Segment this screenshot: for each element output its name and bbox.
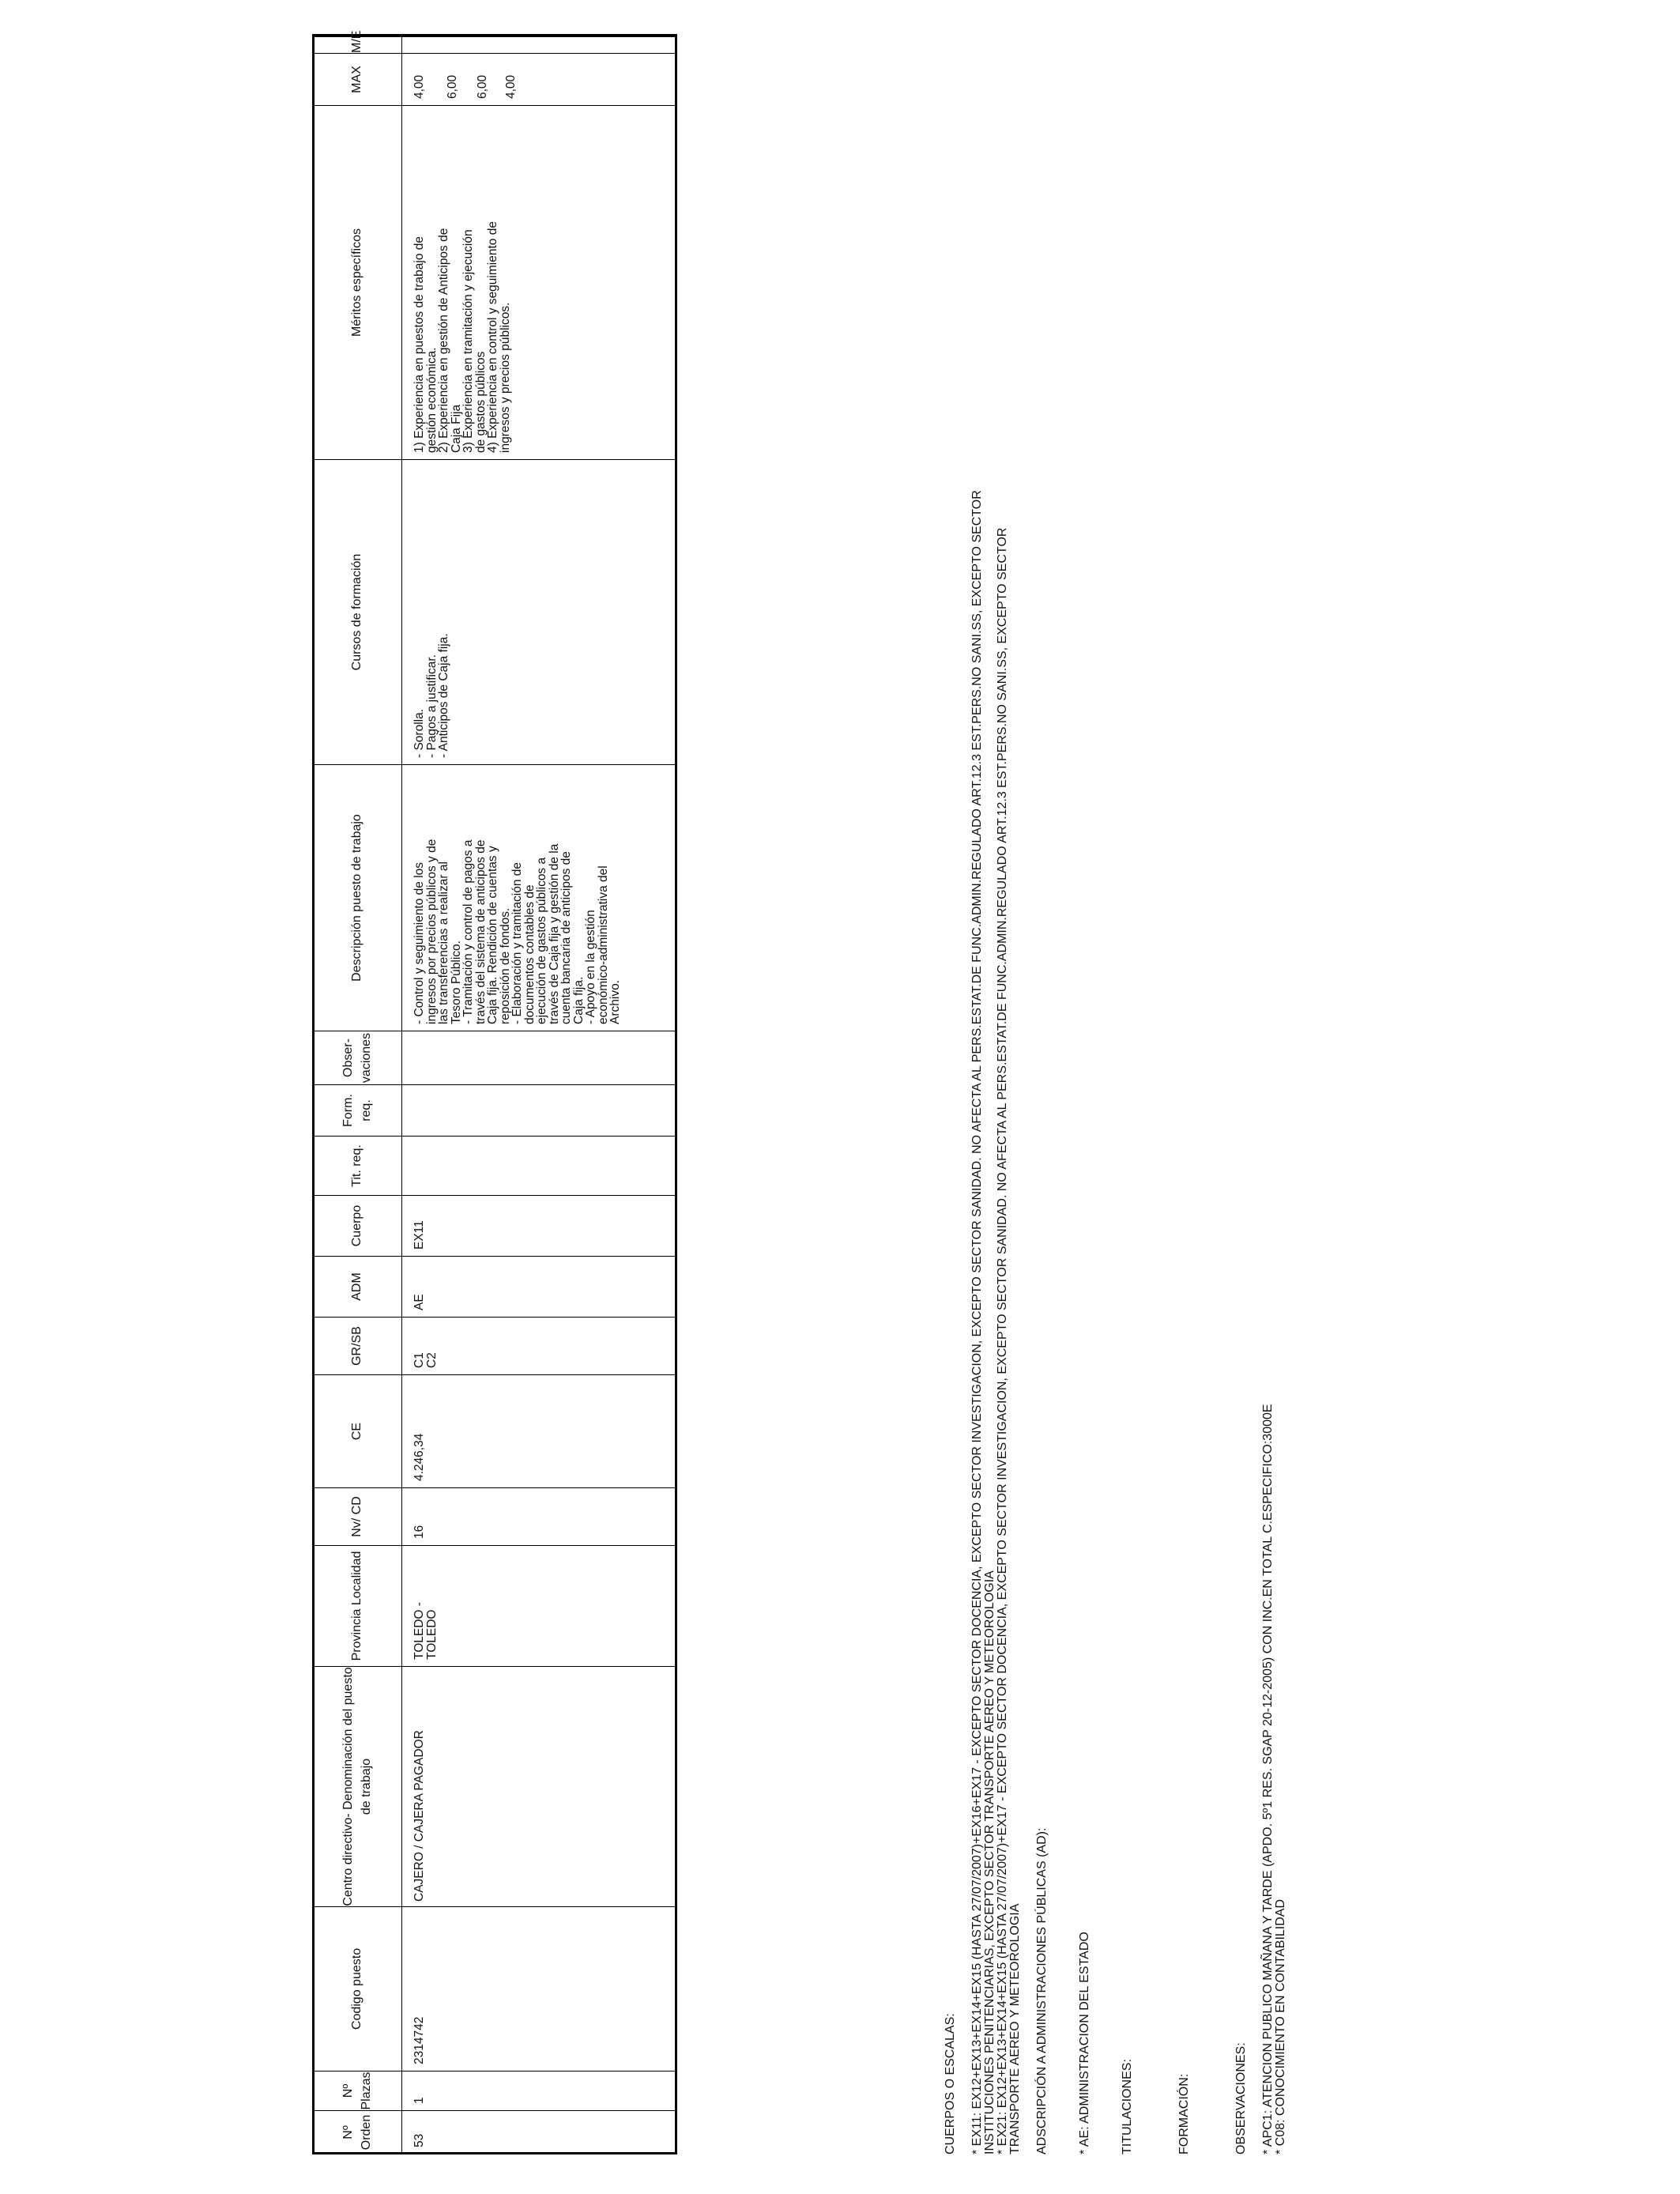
- cell-me: [402, 35, 677, 54]
- header-plazas: Nº Plazas: [313, 2071, 402, 2111]
- cell-max: [402, 54, 677, 106]
- meritos-line: 3) Experiencia en tramitación y ejecución: [461, 229, 475, 453]
- header-centro: Centro directivo- Denominación del puesto de trabajo: [313, 1667, 402, 1907]
- cell-grupo: [402, 1318, 677, 1375]
- header-ce: CE: [313, 1375, 402, 1488]
- descripcion-line: - Apoyo en la gestión: [584, 910, 597, 1024]
- cell-plazas: 1: [402, 2071, 677, 2111]
- cell-adm: AE: [402, 1257, 677, 1318]
- descripcion-line: Tesoro Público.: [449, 941, 463, 1024]
- cursos-line: - Sorolla.: [412, 708, 426, 758]
- header-meritos: Méritos específicos: [313, 106, 402, 460]
- cursos-line: - Pagos a justificar.: [424, 654, 439, 758]
- descripcion-line: cuenta bancaria de anticipos de: [559, 851, 573, 1024]
- max-value: 6,00: [446, 74, 459, 99]
- header-adm: ADM: [313, 1257, 402, 1318]
- header-nivel: Nv/ CD: [313, 1488, 402, 1546]
- descripcion-line: Caja fija.: [571, 976, 586, 1024]
- cell-centro: CAJERO / CAJERA PAGADOR: [402, 1667, 677, 1907]
- cell-observaciones: [402, 1031, 677, 1085]
- cell-descripcion: [402, 765, 677, 1031]
- notes-section: [944, 52, 1287, 2154]
- descripcion-line: reposición de fondos.: [498, 907, 512, 1024]
- descripcion-line: través del sistema de anticipos de: [473, 839, 488, 1024]
- meritos-line: de gastos públicos: [473, 351, 488, 453]
- adscripcion-line: * AE: ADMINISTRACION DEL ESTADO: [1078, 1932, 1091, 2154]
- descripcion-line: documentos contables de: [522, 884, 537, 1024]
- max-value: 4,00: [412, 74, 426, 99]
- header-titulacion: Tit. req.: [313, 1137, 402, 1196]
- provincia-line: TOLEDO -: [412, 1602, 426, 1660]
- header-observaciones: Obser- vaciones: [313, 1031, 402, 1085]
- grupo-line: C1: [412, 1352, 426, 1368]
- meritos-line: 2) Experiencia en gestión de Anticipos de: [437, 228, 450, 453]
- observaciones-block: [1262, 52, 1287, 2154]
- cuerpos-line: * EX11: EX12+EX13+EX14+EX15 (HASTA 27/07/2007)+EX16+EX17 - EXCEPTO SECTOR DOCENCIA, EXCEPTO SECTOR INVESTIGACION, EXCEPTO SECTOR SANIDAD. NO AFECTA AL PERS.ESTAT.DE FUNC.ADMIN.REGULADO ART.12.3 EST.PERS.NO SANI.SS, EXCEPTO SECTOR: [970, 490, 984, 2154]
- formacion-heading: FORMACIÓN:: [1177, 2073, 1191, 2154]
- plazas-table: [312, 30, 677, 2154]
- cell-ce: 4.246,34: [402, 1375, 677, 1488]
- observaciones-line: * APC1: ATENCION PUBLICO MAÑANA Y TARDE (APDO. 5º1 RES. SGAP 20-12-2005) CON INC.EN TOTAL C.ESPECIFICO:3000E: [1261, 1404, 1275, 2154]
- meritos-line: gestión económica.: [424, 347, 439, 453]
- max-value: 6,00: [476, 74, 489, 99]
- descripcion-line: Caja fija. Rendición de cuentas y: [486, 846, 499, 1024]
- header-descripcion: Descripción puesto de trabajo: [313, 765, 402, 1031]
- titulaciones-heading: TITULACIONES:: [1121, 2059, 1134, 2154]
- cell-cursos: [402, 460, 677, 765]
- cell-meritos: [402, 106, 677, 460]
- meritos-line: Caja Fija: [449, 404, 463, 453]
- observaciones-line: * C08: CONOCIMIENTO EN CONTABILIDAD: [1274, 1898, 1287, 2154]
- cursos-line: - Anticipos de Caja fija.: [437, 633, 450, 758]
- header-cuerpo: Cuerpo: [313, 1196, 402, 1257]
- observaciones-heading: OBSERVACIONES:: [1234, 2042, 1248, 2154]
- descripcion-line: económico-administrativa del: [596, 865, 610, 1024]
- descripcion-line: - Tramitación y control de pagos a: [461, 839, 475, 1024]
- cell-orden: 53: [402, 2111, 677, 2154]
- header-formacion: Form. req.: [313, 1085, 402, 1137]
- descripcion-line: - Elaboración y tramitación de: [510, 861, 524, 1024]
- cell-formacion: [402, 1085, 677, 1137]
- meritos-line: ingresos y precios públicos.: [498, 302, 512, 453]
- cuerpos-line: * EX21: EX12+EX13+EX14+EX15 (HASTA 27/07/2007)+EX17 - EXCEPTO SECTOR DOCENCIA, EXCEPTO SECTOR INVESTIGACION, EXCEPTO SECTOR SANIDAD. NO AFECTA AL PERS.ESTAT.DE FUNC.ADMIN.REGULADO ART.12.3 EST.PERS.NO SANI.SS, EXCEPTO SECTOR: [996, 527, 1009, 2154]
- cuerpos-heading: CUERPOS O ESCALAS:: [944, 2013, 957, 2154]
- cell-provincia: [402, 1546, 677, 1667]
- table-header-row: [313, 35, 402, 2154]
- cell-nivel: 16: [402, 1488, 677, 1546]
- grupo-line: C2: [424, 1352, 439, 1368]
- header-cursos: Cursos de formación: [313, 460, 402, 765]
- meritos-line: 4) Experiencia en control y seguimiento de: [486, 221, 499, 453]
- table-row: [402, 35, 677, 2154]
- header-orden: Nº Orden: [313, 2111, 402, 2154]
- descripcion-line: las transferencias a realizar al: [437, 861, 450, 1024]
- cuerpos-line: INSTITUCIONES PENITENCIARIAS, EXCEPTO SECTOR TRANSPORTE AEREO Y METEOROLOGIA: [983, 1570, 996, 2154]
- adscripcion-heading: ADSCRIPCIÓN A ADMINISTRACIONES PÚBLICAS (AD):: [1035, 1827, 1049, 2154]
- cell-cuerpo: EX11: [402, 1196, 677, 1257]
- provincia-line: TOLEDO: [424, 1609, 439, 1660]
- header-me: M/E: [313, 35, 402, 54]
- descripcion-line: - Control y seguimiento de los: [412, 861, 426, 1024]
- header-provincia: Provincia Localidad: [313, 1546, 402, 1667]
- cell-codigo: 2314742: [402, 1907, 677, 2071]
- max-value: 4,00: [504, 74, 518, 99]
- descripcion-line: ejecución de gastos públicos a: [535, 857, 548, 1024]
- descripcion-line: Archivo.: [608, 980, 622, 1024]
- descripcion-line: ingresos por precios públicos y de: [424, 839, 439, 1024]
- cuerpos-line: TRANSPORTE AEREO Y METEOROLOGIA: [1008, 1903, 1022, 2154]
- cell-titulacion: [402, 1137, 677, 1196]
- header-codigo: Codigo puesto: [313, 1907, 402, 2071]
- header-grupo: GR/SB: [313, 1318, 402, 1375]
- cuerpos-block: [971, 52, 1022, 2154]
- meritos-line: 1) Experiencia en puestos de trabajo de: [412, 236, 426, 453]
- descripcion-line: través de Caja fija y gestión de la: [547, 843, 561, 1024]
- header-max: MAX: [313, 54, 402, 106]
